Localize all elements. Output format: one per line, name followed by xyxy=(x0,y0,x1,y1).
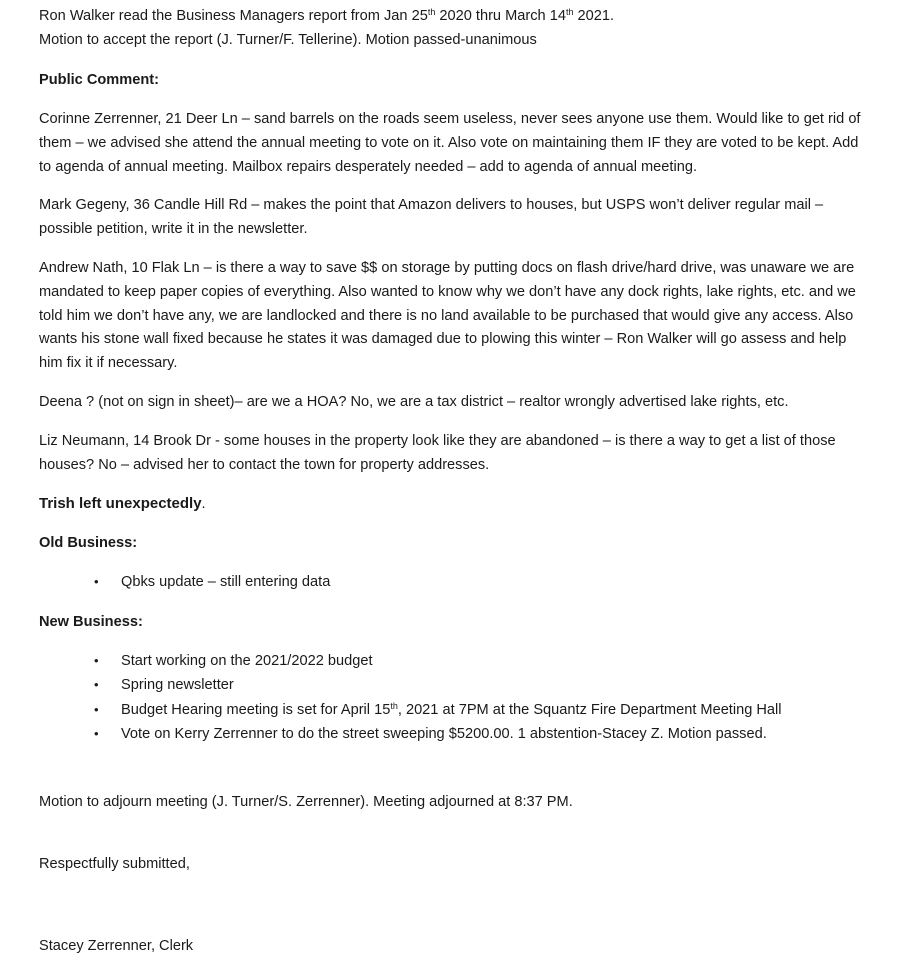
new-business-heading: New Business: xyxy=(39,613,143,630)
report-motion-line: Motion to accept the report (J. Turner/F. Tellerine). Motion passed-unanimous xyxy=(39,32,537,48)
trish-note-period: . xyxy=(201,496,206,513)
bullet-icon: • xyxy=(94,677,99,693)
meeting-minutes-document xyxy=(39,4,869,958)
report-text-part: 2020 thru March 14 xyxy=(435,8,566,24)
public-comment-paragraph: Mark Gegeny, 36 Candle Hill Rd – makes the point that Amazon delivers to houses, but USPS won’t deliver regular mail – possible petition, write it in the newsletter. xyxy=(39,197,824,238)
ordinal-superscript: th xyxy=(427,7,436,17)
list-item xyxy=(39,698,869,723)
list-item xyxy=(39,649,869,674)
bullet-icon: • xyxy=(94,652,99,668)
old-business-heading: Old Business: xyxy=(39,535,138,552)
bullet-icon: • xyxy=(94,574,99,590)
ordinal-superscript: th xyxy=(390,700,398,711)
new-business-list xyxy=(39,649,869,747)
list-item-text: Qbks update – still entering data xyxy=(121,574,331,591)
business-report-line xyxy=(39,4,869,28)
public-comment-paragraph: Andrew Nath, 10 Flak Ln – is there a way to save $$ on storage by putting docs on flash drive/hard drive, was unaware we are mandated to keep paper copies of everything. Also wanted to know why we don’t have any dock rights, lake rights, etc. and we told him we don’t have any, we are landlocked and there is no land available to be purchased that would give any access. Also wants his stone wall fixed because he states it was damaged due to plowing this winter – Ron Walker will go assess and help him fix it if necessary. xyxy=(39,259,856,372)
list-item-text: Budget Hearing meeting is set for April 15 xyxy=(121,701,391,718)
ordinal-superscript: th xyxy=(565,7,574,17)
public-comment-paragraph: Liz Neumann, 14 Brook Dr - some houses in the property look like they are abandoned – is there a way to get a list of those houses? No – advised her to contact the town for property addresses. xyxy=(39,432,836,473)
list-item xyxy=(39,673,869,698)
report-text-part: Ron Walker read the Business Managers report from Jan 25 xyxy=(39,8,428,24)
list-item xyxy=(39,570,869,595)
adjourn-motion-line: Motion to adjourn meeting (J. Turner/S. Zerrenner). Meeting adjourned at 8:37 PM. xyxy=(39,793,573,810)
trish-note-line xyxy=(39,492,869,516)
report-text-part: 2021. xyxy=(573,8,615,24)
public-comment-paragraph: Deena ? (not on sign in sheet)– are we a HOA? No, we are a tax district – realtor wrongly advertised lake rights, etc. xyxy=(39,393,789,410)
old-business-list xyxy=(39,570,869,595)
list-item-text: Start working on the 2021/2022 budget xyxy=(121,652,373,669)
trish-note: Trish left unexpectedly xyxy=(39,495,202,513)
list-item-text: , 2021 at 7PM at the Squantz Fire Department Meeting Hall xyxy=(397,701,782,718)
public-comment-paragraph: Corinne Zerrenner, 21 Deer Ln – sand barrels on the roads seem useless, never sees anyone use them. Would like to get rid of them – we advised she attend the annual meeting to vote on it. Also vote on maintaining them IF they are voted to be kept. Add to agenda of annual meeting. Mailbox repairs desperately needed – add to agenda of annual meeting. xyxy=(39,111,861,175)
bullet-icon: • xyxy=(94,701,99,717)
respectfully-submitted: Respectfully submitted, xyxy=(39,855,190,872)
list-item-text: Vote on Kerry Zerrenner to do the street sweeping $5200.00. 1 abstention-Stacey Z. Motion passed. xyxy=(121,726,767,743)
bullet-icon: • xyxy=(94,726,99,742)
list-item-text: Spring newsletter xyxy=(121,677,234,694)
list-item xyxy=(39,722,869,747)
clerk-signature: Stacey Zerrenner, Clerk xyxy=(39,937,194,954)
public-comment-heading: Public Comment: xyxy=(39,72,159,88)
